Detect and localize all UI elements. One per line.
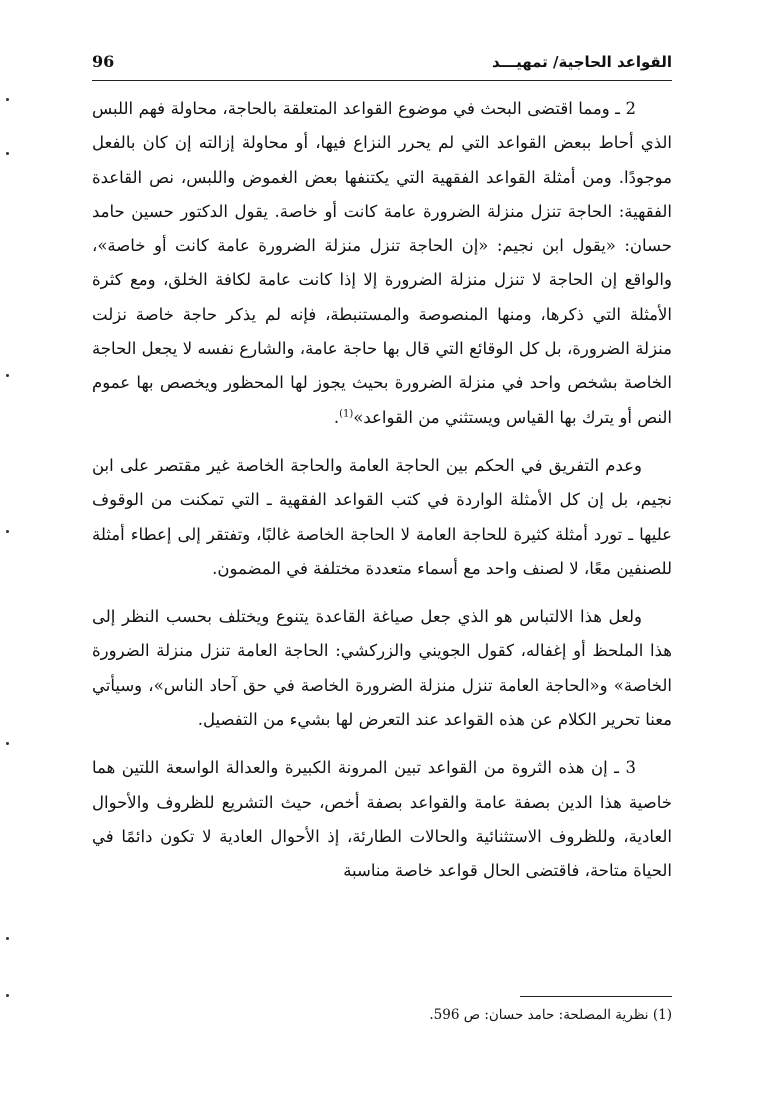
body-text <box>92 92 672 903</box>
scan-mark <box>6 742 9 745</box>
paragraph-2: وعدم التفريق في الحكم بين الحاجة العامة والحاجة الخاصة غير مقتصر على ابن نجيم، بل إن كل الأمثلة الواردة في كتب القواعد الفقهية ـ التي تمكنت من الوقوف عليها ـ تورد أمثلة كثيرة للحاجة العامة لا الحاجة الخاصة غالبًا، وتفتقر إلى إعطاء أمثلة للصنفين معًا، لا لصنف واحد مع أسماء متعددة مختلفة في المضمون. <box>92 455 672 578</box>
scan-mark <box>6 530 9 533</box>
page-header <box>92 52 672 76</box>
footnote: (1) نظرية المصلحة: حامد حسان: ص 596. <box>429 1007 672 1023</box>
paragraph-3: ولعل هذا الالتباس هو الذي جعل صياغة القاعدة يتنوع ويختلف بحسب النظر إلى هذا الملحظ أو إغفاله، كقول الجويني والزركشي: الحاجة العامة تنزل منزلة الضرورة الخاصة» و«الحاجة العامة تنزل منزلة الضرورة الخاصة في حق آحاد الناس»، وسيأتي معنا تحرير الكلام عن هذه القواعد عند التعرض لها بشيء من التفصيل. <box>92 607 672 730</box>
paragraph-1-text: 2 ـ ومما اقتضى البحث في موضوع القواعد المتعلقة بالحاجة، محاولة فهم اللبس الذي أحاط ببعض القواعد التي لم يحرر النزاع فيها، أو محاولة إزالته إن كان بالفعل موجودًا. ومن أمثلة القواعد الفقهية التي يكتنفها بعض الغموض واللبس، نص القاعدة الفقهية: الحاجة تنزل منزلة الضرورة عامة كانت أو خاصة. يقول الدكتور حسين حامد حسان: «يقول ابن نجيم: «إن الحاجة تنزل منزلة الضرورة عامة كانت أو خاصة»، والواقع إن الحاجة لا تنزل منزلة الضرورة إلا إذا كانت عامة لكافة الخلق، ومع كثرة الأمثلة التي ذكرها، ومنها المنصوصة والمستنبطة، فإنه لم يذكر حاجة خاصة نزلت منزلة الضرورة، بل كل الوقائع التي قال بها حاجة عامة، والشارع نفسه لا يجعل الحاجة الخاصة بشخص واحد في منزلة الضرورة بحيث يجوز لها المحظور ويخصص بها عموم النص أو يترك بها القياس ويستثني من القواعد» <box>92 99 672 427</box>
footnote-rule <box>520 996 672 997</box>
footnote-marker: (1) <box>339 408 354 420</box>
running-title: القواعد الحاجية/ تمهيـــد <box>492 53 672 71</box>
scan-mark <box>6 994 9 997</box>
paragraph-1-end: . <box>333 407 340 427</box>
scan-mark <box>6 152 9 155</box>
scan-mark <box>6 937 9 940</box>
paragraph-4: 3 ـ إن هذه الثروة من القواعد تبين المرونة الكبيرة والعدالة الواسعة اللتين هما خاصية هذا الدين بصفة عامة والقواعد بصفة أخص، حيث التشريع للظروف والأحوال العادية، وللظروف الاستثنائية والحالات الطارئة، إذ الأحوال العادية لا تكون دائمًا في الحياة متاحة، فاقتضى الحال قواعد خاصة مناسبة <box>92 758 672 881</box>
scan-mark <box>6 374 9 377</box>
paragraph-1 <box>92 92 672 435</box>
page-number: 96 <box>92 52 115 71</box>
header-rule <box>92 80 672 81</box>
scan-mark <box>6 98 9 101</box>
